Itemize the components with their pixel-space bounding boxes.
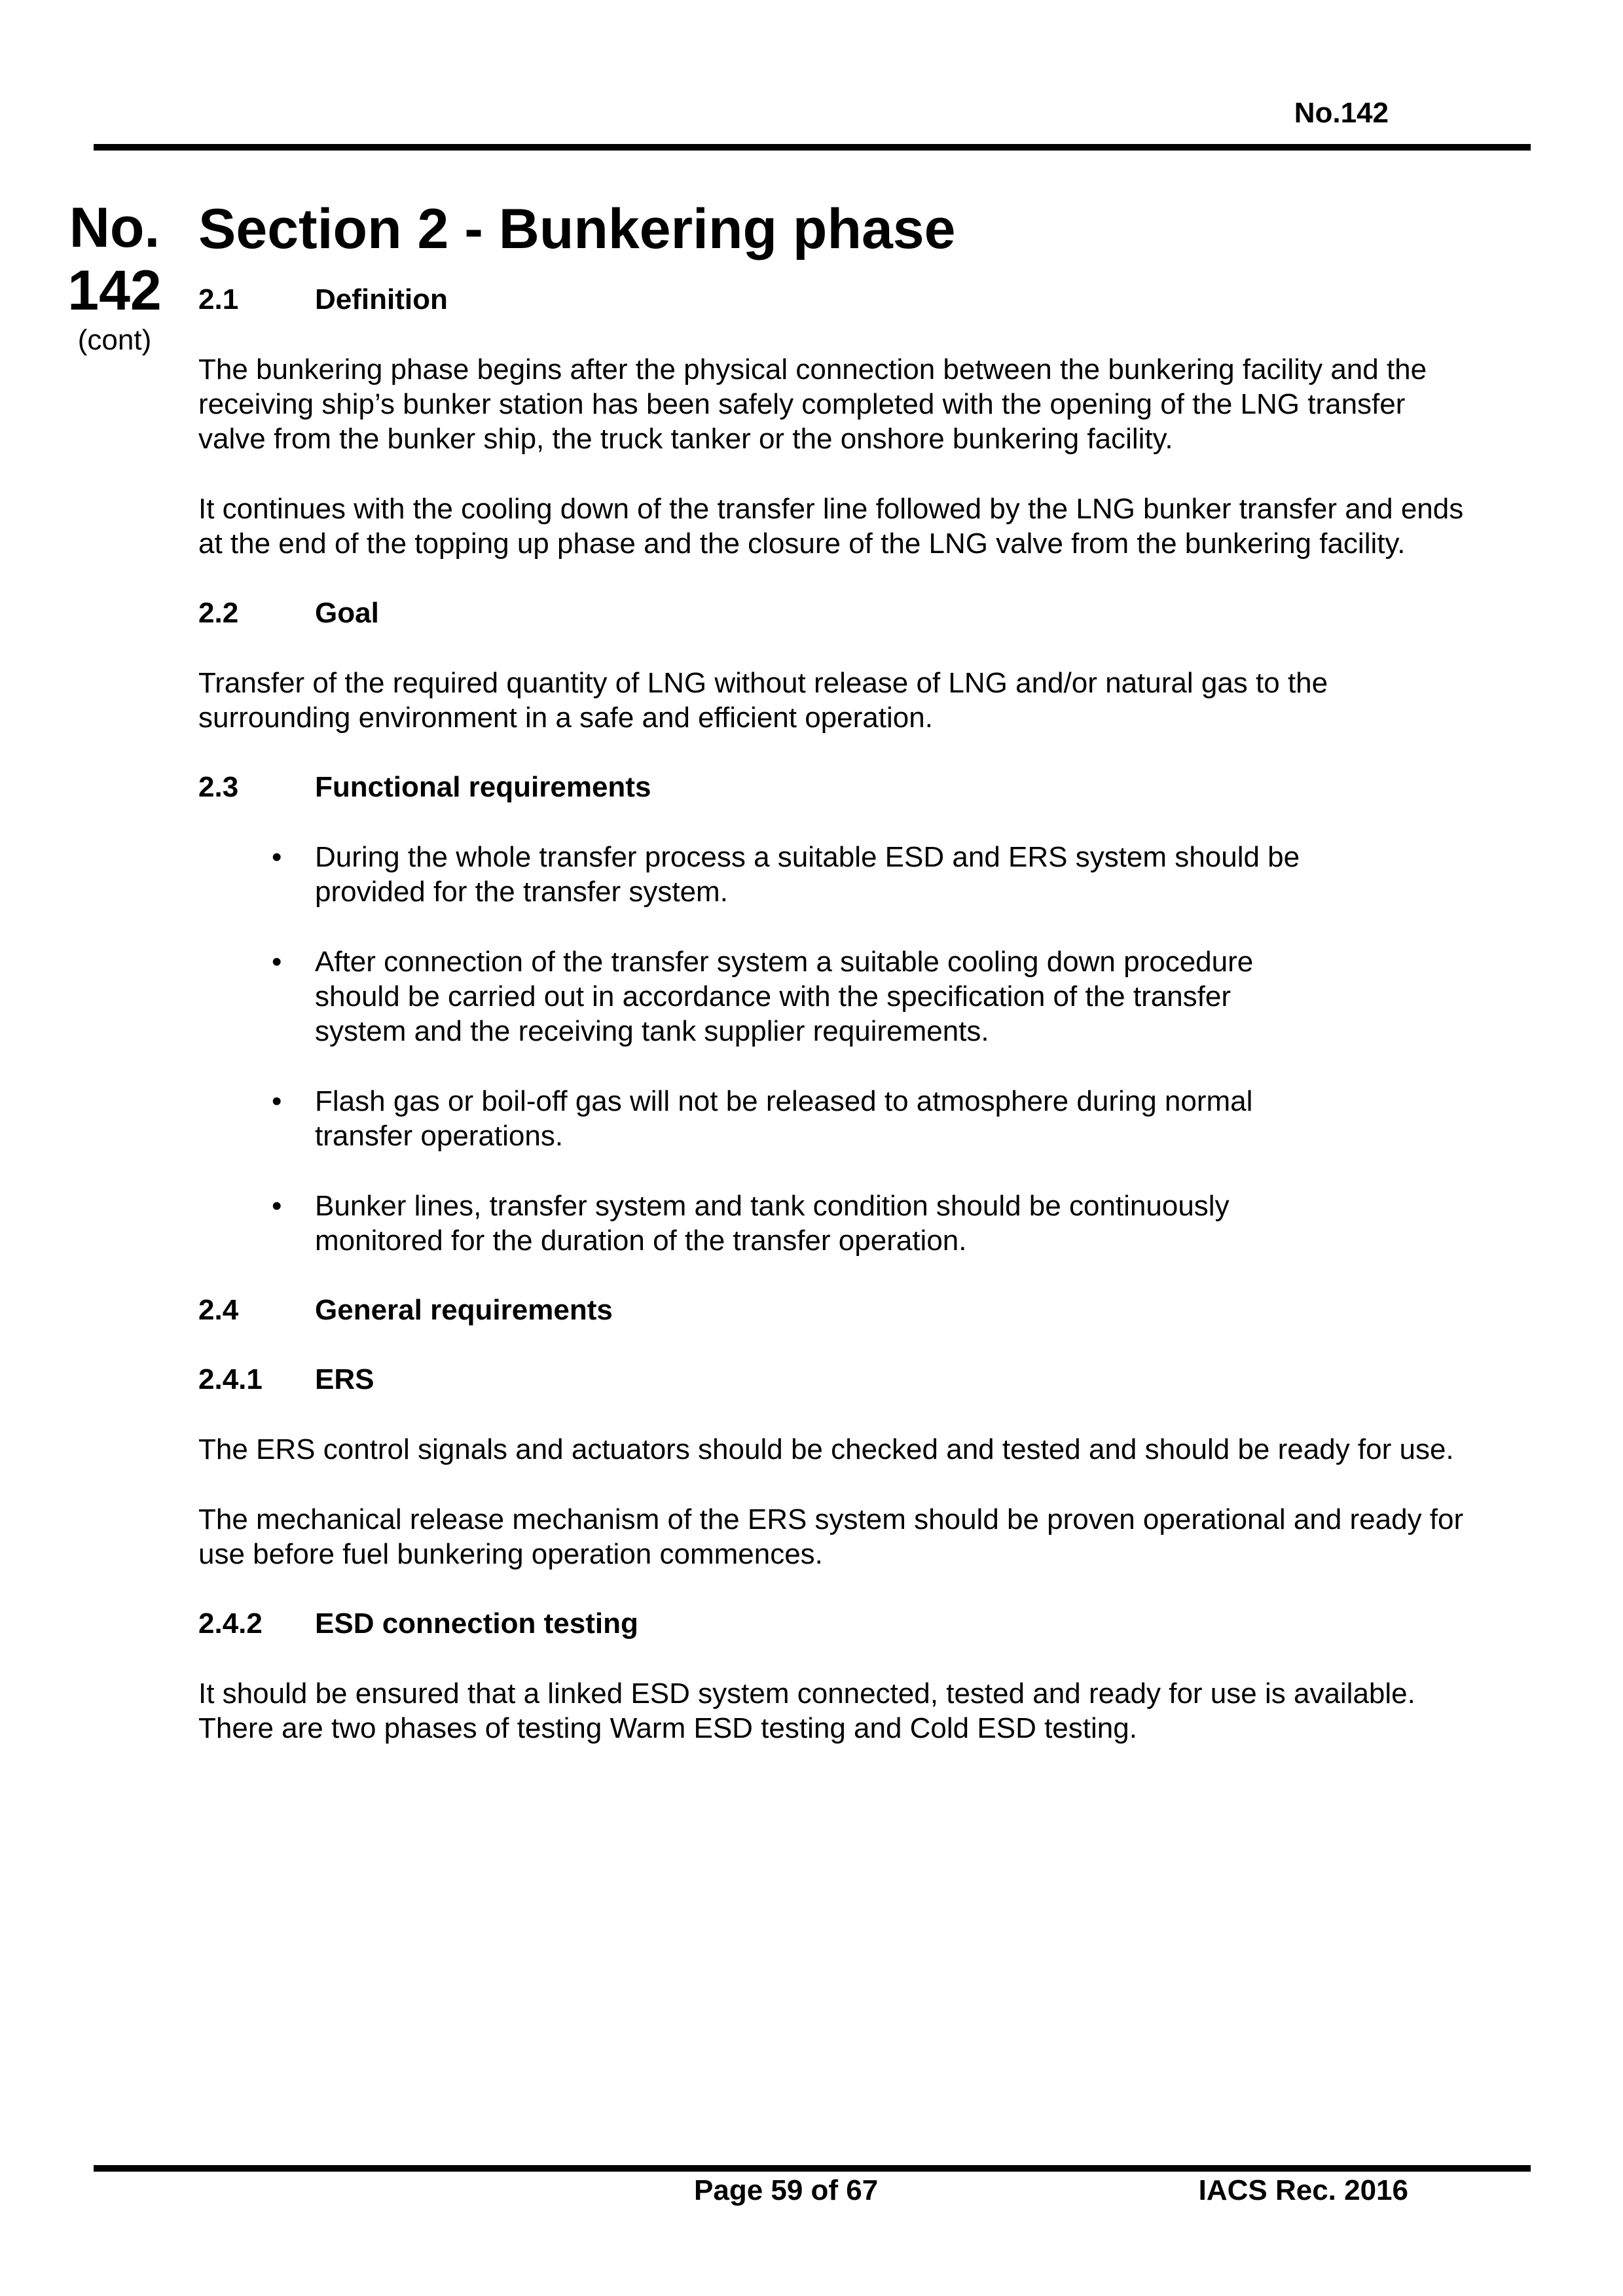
bullet-icon: • [272, 946, 282, 978]
heading-2-4 [198, 1293, 1475, 1327]
margin-tag [59, 196, 170, 359]
document-body [198, 195, 1475, 1781]
footer-rule [94, 2165, 1531, 2172]
heading-title: General requirements [315, 1294, 613, 1326]
list-item-text: Bunker lines, transfer system and tank condition should be continuously monitored for the duration of the transfer operation. [315, 1190, 1230, 1257]
margin-cont: (cont) [77, 324, 152, 356]
heading-number: 2.2 [198, 597, 239, 629]
paragraph: It continues with the cooling down of the transfer line followed by the LNG bunker transfer and ends at the end of the topping up phase and the closure of the LNG valve from the bunkering facility. [198, 493, 1464, 560]
margin-number: 142 [67, 259, 162, 322]
requirements-list [198, 840, 1475, 1258]
heading-number: 2.3 [198, 771, 239, 803]
heading-number: 2.4.1 [198, 1363, 263, 1395]
bullet-icon: • [272, 1190, 282, 1222]
footer-rec-ref: IACS Rec. 2016 [1198, 2174, 1408, 2206]
heading-title: ERS [315, 1363, 374, 1395]
bullet-icon: • [272, 841, 282, 873]
margin-no: No. [69, 196, 160, 259]
paragraph: The ERS control signals and actuators should be checked and tested and should be ready for use. [198, 1433, 1454, 1465]
header-doc-ref: No.142 [1294, 97, 1389, 129]
heading-2-1 [198, 283, 1475, 317]
list-item-text: After connection of the transfer system a suitable cooling down procedure should be carried out in accordance with the specification of the transfer system and the receiving tank supplier requirements. [315, 946, 1254, 1047]
paragraph: Transfer of the required quantity of LNG without release of LNG and/or natural gas to the surrounding environment in a safe and efficient operation. [198, 667, 1328, 734]
paragraph: It should be ensured that a linked ESD system connected, tested and ready for use is available. There are two phases of testing Warm ESD testing and Cold ESD testing. [198, 1677, 1415, 1744]
heading-number: 2.4.2 [198, 1607, 263, 1640]
heading-title: Definition [315, 283, 448, 315]
list-item [198, 1084, 1323, 1153]
heading-2-2 [198, 596, 1475, 630]
heading-number: 2.4 [198, 1294, 239, 1326]
header-rule [94, 144, 1531, 151]
list-item-text: Flash gas or boil-off gas will not be released to atmosphere during normal transfer operations. [315, 1085, 1253, 1152]
heading-2-4-2 [198, 1607, 1475, 1641]
heading-2-3 [198, 770, 1475, 804]
list-item-text: During the whole transfer process a suitable ESD and ERS system should be provided for the transfer system. [315, 841, 1300, 908]
heading-title: ESD connection testing [315, 1607, 638, 1640]
list-item [198, 944, 1323, 1049]
heading-title: Goal [315, 597, 379, 629]
footer-page-number: Page 59 of 67 [694, 2174, 879, 2206]
bullet-icon: • [272, 1085, 282, 1117]
heading-title: Functional requirements [315, 771, 651, 803]
list-item [198, 1189, 1323, 1258]
section-title: Section 2 - Bunkering phase [198, 198, 956, 260]
heading-number: 2.1 [198, 283, 239, 315]
paragraph: The bunkering phase begins after the physical connection between the bunkering facility and the receiving ship’s bunker station has been safely completed with the opening of the LNG transfer valve from the bunker ship, the truck tanker or the onshore bunkering facility. [198, 353, 1427, 455]
list-item [198, 840, 1323, 909]
heading-2-4-1 [198, 1363, 1475, 1397]
paragraph: The mechanical release mechanism of the ERS system should be proven operational and ready for use before fuel bunkering operation commences. [198, 1503, 1464, 1570]
